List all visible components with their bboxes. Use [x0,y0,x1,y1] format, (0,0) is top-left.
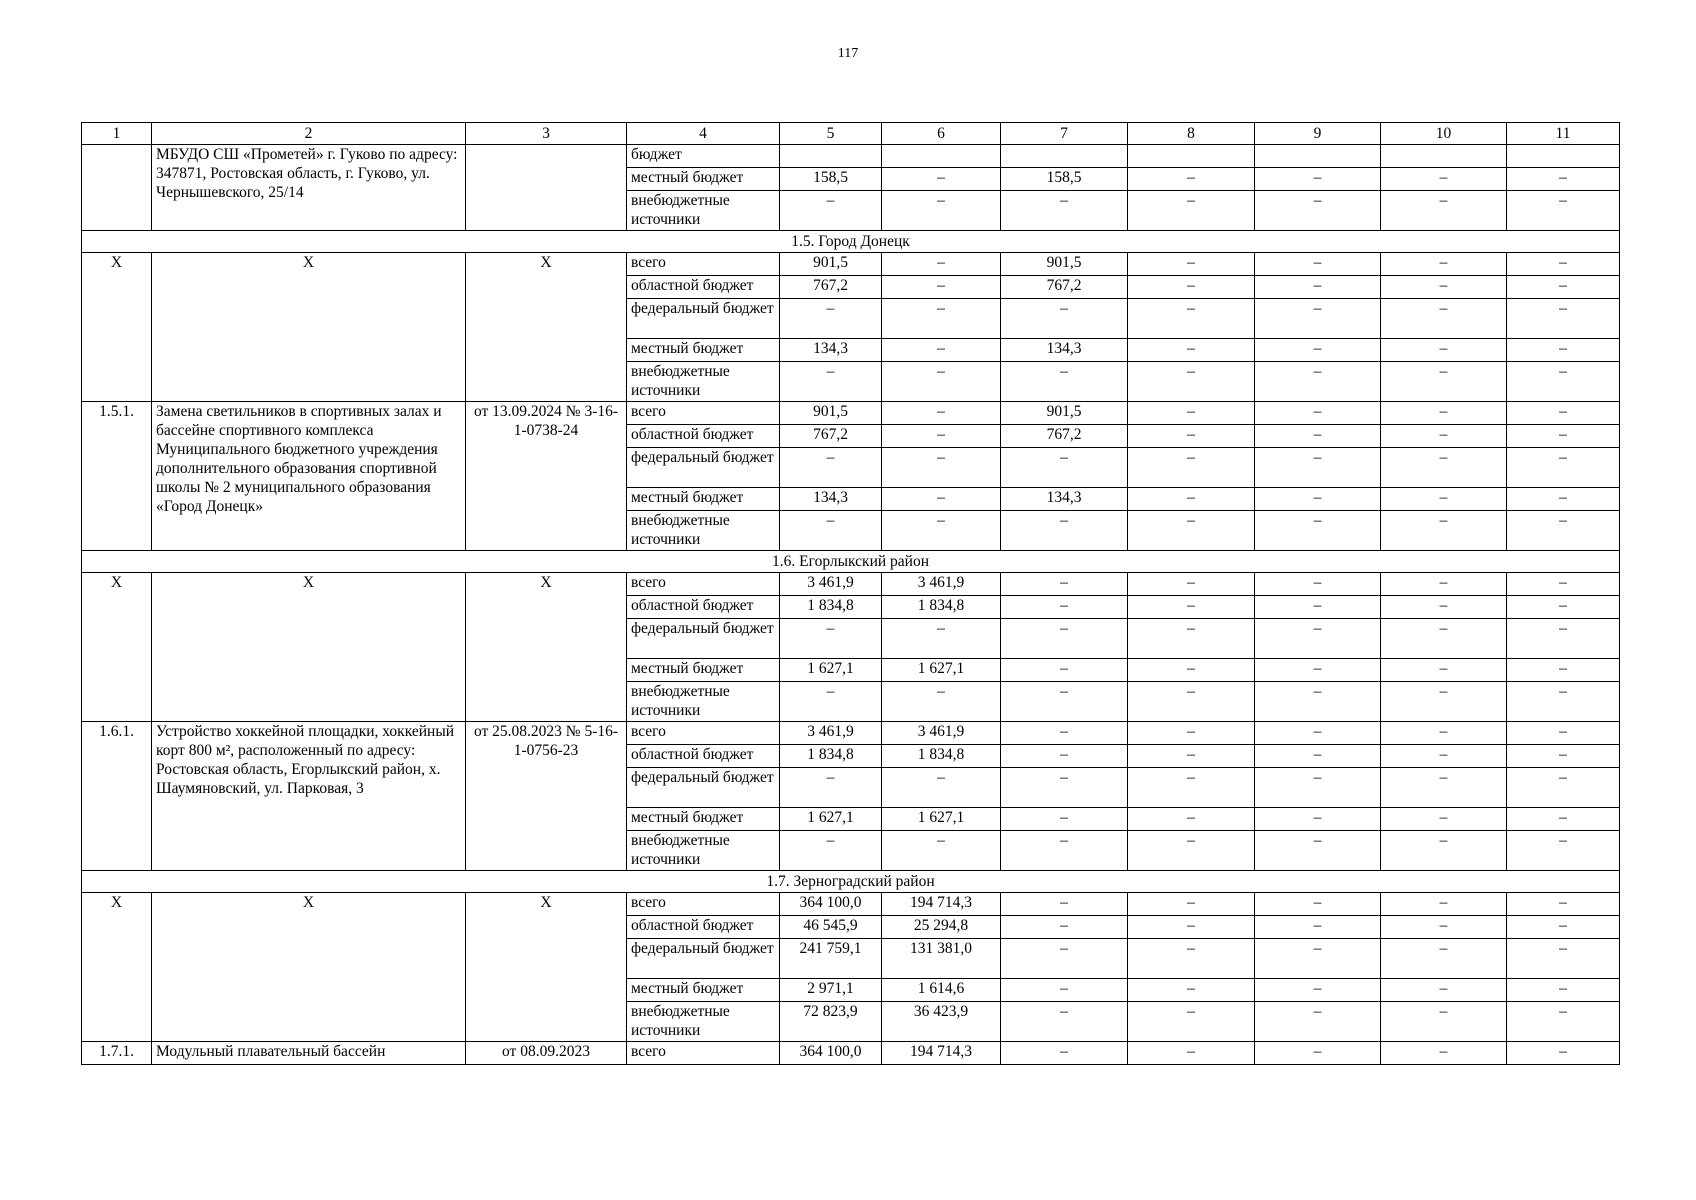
value-cell: – [1128,511,1255,551]
section-title: 1.5. Город Донецк [82,231,1620,253]
document-cell [466,145,627,231]
value-cell: – [1001,1042,1128,1065]
source-cell: всего [627,402,780,425]
value-cell: – [1255,659,1381,682]
value-cell: – [1507,253,1620,276]
value-cell: – [1255,768,1381,808]
value-cell: – [1001,596,1128,619]
value-cell: – [1507,402,1620,425]
source-cell: всего [627,1042,780,1065]
value-cell: – [1381,402,1507,425]
value-cell: – [1507,573,1620,596]
value-cell: – [780,299,882,339]
value-cell: – [1507,596,1620,619]
value-cell: – [1507,1002,1620,1042]
value-cell: – [1507,1042,1620,1065]
value-cell: – [1381,191,1507,231]
value-cell: 134,3 [1001,339,1128,362]
value-cell: – [1128,831,1255,871]
column-header: 8 [1128,123,1255,145]
column-header: 3 [466,123,627,145]
value-cell: 1 627,1 [780,659,882,682]
number-cell: X [82,893,152,1042]
table-row [82,893,1620,916]
value-cell: – [1507,511,1620,551]
value-cell: – [1128,362,1255,402]
value-cell: – [1128,276,1255,299]
source-cell: местный бюджет [627,488,780,511]
number-cell: 1.6.1. [82,722,152,871]
value-cell: – [1507,768,1620,808]
value-cell: – [1001,893,1128,916]
value-cell: – [1507,299,1620,339]
value-cell: – [780,448,882,488]
column-header: 9 [1255,123,1381,145]
table-row [82,402,1620,425]
value-cell: – [780,619,882,659]
value-cell: 158,5 [1001,168,1128,191]
value-cell: 1 834,8 [882,596,1001,619]
description-cell: Замена светильников в спортивных залах и бассейне спортивного комплекса Муниципального бюджетного учреждения дополнительного образования спортивной школы № 2 муниципального образования «Город Донецк» [152,402,466,551]
value-cell: – [1255,939,1381,979]
value-cell: – [1381,299,1507,339]
description-cell: Модульный плавательный бассейн [152,1042,466,1065]
value-cell: – [1128,1002,1255,1042]
value-cell: – [1128,488,1255,511]
table-row [82,722,1620,745]
source-cell: внебюджетные источники [627,1002,780,1042]
value-cell: 3 461,9 [882,573,1001,596]
value-cell: – [882,619,1001,659]
value-cell: 364 100,0 [780,893,882,916]
value-cell: 194 714,3 [882,893,1001,916]
description-cell: X [152,893,466,1042]
value-cell: – [882,768,1001,808]
source-cell: федеральный бюджет [627,939,780,979]
value-cell: – [1381,659,1507,682]
column-header: 11 [1507,123,1620,145]
value-cell: 72 823,9 [780,1002,882,1042]
value-cell: – [1128,191,1255,231]
value-cell: 901,5 [1001,402,1128,425]
value-cell: 194 714,3 [882,1042,1001,1065]
number-cell: 1.7.1. [82,1042,152,1065]
source-cell: областной бюджет [627,916,780,939]
value-cell: – [882,511,1001,551]
value-cell: – [1128,682,1255,722]
value-cell: – [1507,939,1620,979]
value-cell: – [882,488,1001,511]
value-cell: – [1255,831,1381,871]
value-cell: – [1001,682,1128,722]
source-cell: областной бюджет [627,276,780,299]
value-cell: – [1507,168,1620,191]
value-cell: 36 423,9 [882,1002,1001,1042]
value-cell: – [1255,979,1381,1002]
source-cell: областной бюджет [627,745,780,768]
document-cell: от 13.09.2024 № 3-16-1-0738-24 [466,402,627,551]
value-cell: – [1255,682,1381,722]
value-cell: – [1507,722,1620,745]
value-cell: 134,3 [780,339,882,362]
budget-table [81,122,1620,1065]
column-header: 10 [1381,123,1507,145]
value-cell: – [1381,831,1507,871]
source-cell: федеральный бюджет [627,299,780,339]
section-row [82,231,1620,253]
value-cell: – [1381,1042,1507,1065]
number-cell: X [82,253,152,402]
column-header: 6 [882,123,1001,145]
value-cell: – [1128,253,1255,276]
value-cell: – [1001,768,1128,808]
value-cell: – [882,168,1001,191]
value-cell: – [882,339,1001,362]
value-cell: – [882,448,1001,488]
source-cell: внебюджетные источники [627,682,780,722]
value-cell: – [1001,619,1128,659]
value-cell: – [1255,191,1381,231]
value-cell: – [1255,425,1381,448]
value-cell: – [1001,745,1128,768]
value-cell: – [1001,659,1128,682]
value-cell: 131 381,0 [882,939,1001,979]
value-cell: 46 545,9 [780,916,882,939]
value-cell [1381,145,1507,168]
section-title: 1.7. Зерноградский район [82,871,1620,893]
value-cell: – [780,682,882,722]
value-cell: – [1255,276,1381,299]
value-cell: – [1128,939,1255,979]
description-cell: X [152,573,466,722]
value-cell: – [1507,339,1620,362]
value-cell: – [1507,425,1620,448]
value-cell: – [1255,339,1381,362]
value-cell: 1 834,8 [780,745,882,768]
value-cell: – [1381,939,1507,979]
description-cell: МБУДО СШ «Прометей» г. Гуково по адресу: 347871, Ростовская область, г. Гуково, ул. Чернышевского, 25/14 [152,145,466,231]
value-cell: – [780,191,882,231]
value-cell: – [1255,573,1381,596]
value-cell: – [1128,573,1255,596]
value-cell: – [1128,402,1255,425]
value-cell: – [1255,1042,1381,1065]
value-cell: 1 834,8 [780,596,882,619]
source-cell: внебюджетные источники [627,831,780,871]
value-cell: 1 627,1 [780,808,882,831]
value-cell: – [1001,722,1128,745]
value-cell: – [882,831,1001,871]
value-cell: 1 614,6 [882,979,1001,1002]
value-cell [780,145,882,168]
document-cell: X [466,893,627,1042]
value-cell: – [1507,488,1620,511]
value-cell: – [1507,893,1620,916]
number-cell: 1.5.1. [82,402,152,551]
value-cell: – [1381,573,1507,596]
value-cell: – [1128,168,1255,191]
value-cell: – [882,402,1001,425]
value-cell: – [1381,916,1507,939]
value-cell: – [1381,619,1507,659]
value-cell: – [1255,511,1381,551]
value-cell: – [1128,448,1255,488]
value-cell: – [1001,831,1128,871]
value-cell: – [1255,722,1381,745]
source-cell: местный бюджет [627,979,780,1002]
value-cell: – [1507,448,1620,488]
value-cell: – [882,362,1001,402]
value-cell: – [1128,596,1255,619]
value-cell: – [1381,362,1507,402]
value-cell: – [1001,979,1128,1002]
value-cell: 767,2 [1001,276,1128,299]
value-cell: – [1001,511,1128,551]
value-cell: – [1001,939,1128,979]
value-cell: – [1128,339,1255,362]
document-cell: X [466,573,627,722]
document-cell: от 08.09.2023 [466,1042,627,1065]
table-row [82,253,1620,276]
value-cell: – [882,191,1001,231]
value-cell: 3 461,9 [882,722,1001,745]
column-header: 2 [152,123,466,145]
source-cell: внебюджетные источники [627,511,780,551]
value-cell: 3 461,9 [780,722,882,745]
value-cell: – [1128,893,1255,916]
value-cell: – [1507,682,1620,722]
value-cell: – [1128,722,1255,745]
table-row [82,573,1620,596]
value-cell: – [1255,253,1381,276]
value-cell: – [1381,1002,1507,1042]
value-cell: – [1381,596,1507,619]
value-cell: – [1381,448,1507,488]
value-cell: 767,2 [780,276,882,299]
value-cell: – [1507,659,1620,682]
value-cell: – [1255,745,1381,768]
value-cell: – [1001,808,1128,831]
source-cell: федеральный бюджет [627,619,780,659]
value-cell: – [1128,916,1255,939]
value-cell: – [1255,362,1381,402]
value-cell: 3 461,9 [780,573,882,596]
value-cell: – [1128,1042,1255,1065]
value-cell: 767,2 [1001,425,1128,448]
source-cell: местный бюджет [627,339,780,362]
section-title: 1.6. Егорлыкский район [82,551,1620,573]
column-header: 7 [1001,123,1128,145]
value-cell: – [1255,808,1381,831]
source-cell: местный бюджет [627,659,780,682]
value-cell: – [1001,573,1128,596]
value-cell: 767,2 [780,425,882,448]
value-cell: 2 971,1 [780,979,882,1002]
value-cell: – [1381,745,1507,768]
value-cell: – [1381,682,1507,722]
value-cell: – [1001,362,1128,402]
value-cell: 25 294,8 [882,916,1001,939]
value-cell: – [1381,276,1507,299]
source-cell: местный бюджет [627,808,780,831]
source-cell: областной бюджет [627,425,780,448]
value-cell: 901,5 [1001,253,1128,276]
value-cell: – [1255,619,1381,659]
value-cell: – [1255,448,1381,488]
value-cell: – [882,299,1001,339]
value-cell: 158,5 [780,168,882,191]
value-cell: – [1128,659,1255,682]
value-cell: – [1381,768,1507,808]
value-cell: 1 627,1 [882,659,1001,682]
section-row [82,551,1620,573]
section-row [82,871,1620,893]
value-cell: – [1507,276,1620,299]
source-cell: внебюджетные источники [627,191,780,231]
description-cell: X [152,253,466,402]
source-cell: внебюджетные источники [627,362,780,402]
source-cell: местный бюджет [627,168,780,191]
value-cell: – [1128,619,1255,659]
document-cell: от 25.08.2023 № 5-16-1-0756-23 [466,722,627,871]
value-cell: – [1128,808,1255,831]
value-cell [1128,145,1255,168]
value-cell: 364 100,0 [780,1042,882,1065]
value-cell: – [1507,745,1620,768]
value-cell: – [1381,253,1507,276]
value-cell: – [1381,979,1507,1002]
source-cell: областной бюджет [627,596,780,619]
value-cell: – [780,831,882,871]
value-cell: – [882,253,1001,276]
column-header: 5 [780,123,882,145]
value-cell: – [1507,619,1620,659]
value-cell: – [780,768,882,808]
value-cell [1001,145,1128,168]
value-cell: 901,5 [780,253,882,276]
value-cell: – [1128,425,1255,448]
source-cell: федеральный бюджет [627,768,780,808]
value-cell: – [1255,299,1381,339]
value-cell: – [1255,488,1381,511]
value-cell: – [1255,596,1381,619]
value-cell: – [1507,979,1620,1002]
value-cell: 1 834,8 [882,745,1001,768]
value-cell: – [1128,768,1255,808]
value-cell: – [1507,916,1620,939]
value-cell: – [1001,191,1128,231]
value-cell: – [1255,916,1381,939]
value-cell: – [1128,299,1255,339]
value-cell: – [1255,1002,1381,1042]
value-cell: – [1381,168,1507,191]
value-cell: – [882,682,1001,722]
value-cell: 1 627,1 [882,808,1001,831]
value-cell: – [1255,168,1381,191]
value-cell: – [1128,979,1255,1002]
value-cell: – [1255,893,1381,916]
value-cell: – [1001,299,1128,339]
value-cell: – [1381,511,1507,551]
value-cell: 241 759,1 [780,939,882,979]
source-cell: всего [627,253,780,276]
value-cell [882,145,1001,168]
value-cell: – [1507,362,1620,402]
description-cell: Устройство хоккейной площадки, хоккейный корт 800 м², расположенный по адресу: Ростовская область, Егорлыкский район, х. Шаумяновский, ул. Парковая, 3 [152,722,466,871]
value-cell: – [1381,488,1507,511]
source-cell: бюджет [627,145,780,168]
value-cell: – [1507,831,1620,871]
column-header: 4 [627,123,780,145]
value-cell: – [1381,722,1507,745]
value-cell: – [1381,893,1507,916]
value-cell: – [1001,916,1128,939]
value-cell: – [1001,448,1128,488]
value-cell: – [780,511,882,551]
value-cell [1255,145,1381,168]
value-cell: – [1381,425,1507,448]
document-cell: X [466,253,627,402]
source-cell: всего [627,573,780,596]
value-cell: – [1507,808,1620,831]
value-cell: – [1255,402,1381,425]
value-cell: – [1381,339,1507,362]
table-row [82,1042,1620,1065]
source-cell: всего [627,893,780,916]
value-cell: – [882,425,1001,448]
value-cell: – [780,362,882,402]
value-cell: 134,3 [780,488,882,511]
value-cell: – [1381,808,1507,831]
value-cell [1507,145,1620,168]
value-cell: – [882,276,1001,299]
value-cell: – [1128,745,1255,768]
value-cell: – [1001,1002,1128,1042]
number-cell: X [82,573,152,722]
value-cell: 134,3 [1001,488,1128,511]
number-cell [82,145,152,231]
page-number: 117 [837,46,859,61]
value-cell: 901,5 [780,402,882,425]
source-cell: всего [627,722,780,745]
value-cell: – [1507,191,1620,231]
column-header: 1 [82,123,152,145]
table-row [82,145,1620,168]
source-cell: федеральный бюджет [627,448,780,488]
header-row [82,123,1620,145]
